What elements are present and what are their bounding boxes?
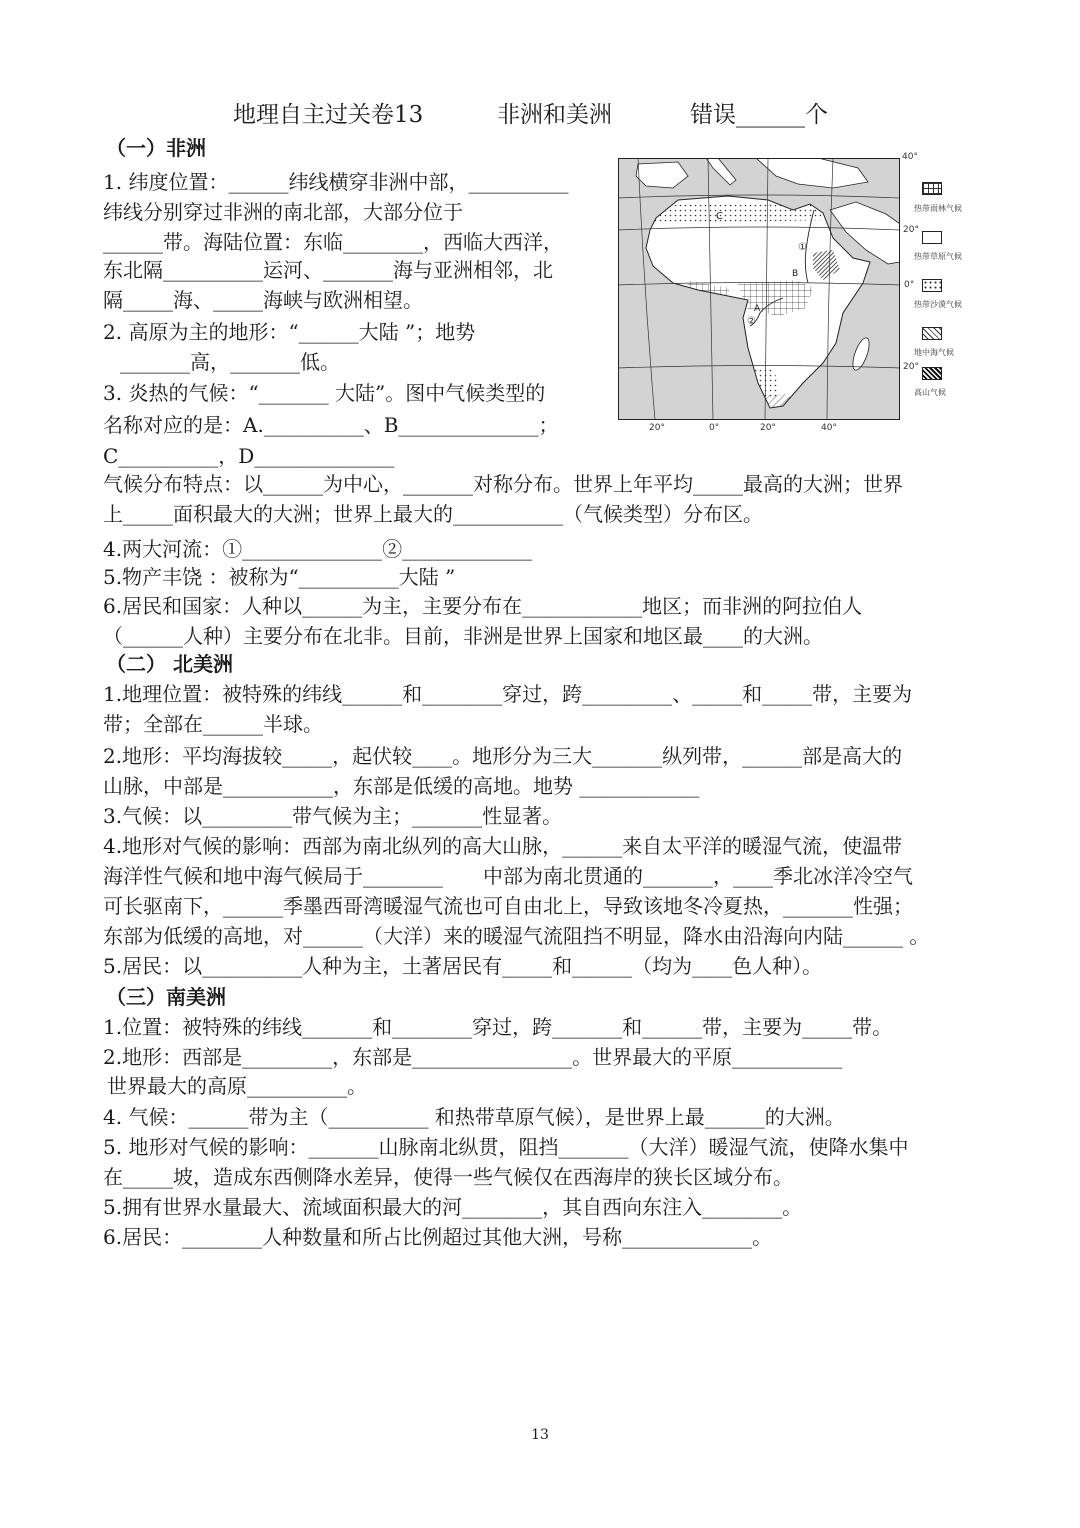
south-america-line: 世界最大的高原__________。 bbox=[107, 1074, 367, 1098]
north-america-line: 5.居民：以__________人种为主，土著居民有_____和______（均为____色人种）。 bbox=[103, 954, 823, 978]
legend-label: 热带草原气候 bbox=[914, 252, 962, 261]
africa-line: 4.两大河流：①______________②_____________ bbox=[103, 537, 533, 561]
africa-climate-map bbox=[618, 158, 900, 420]
south-america-line: 2.地形：西部是_________，东部是________________。世界最大的平原___________ bbox=[103, 1045, 843, 1069]
latitude-label: 20° bbox=[903, 225, 919, 235]
longitude-label: 0° bbox=[709, 423, 720, 433]
legend-label: 热带沙漠气候 bbox=[914, 300, 962, 309]
longitude-label: 40° bbox=[821, 423, 837, 433]
africa-line: 隔_____海、_____海峡与欧洲相望。 bbox=[103, 288, 423, 312]
latitude-label: 40° bbox=[902, 152, 918, 162]
south-america-line: 1.位置：被特殊的纬线_______和________穿过，跨_______和______带，主要为_____带。 bbox=[103, 1015, 893, 1039]
africa-line: 名称对应的是：A.__________、B______________； bbox=[103, 413, 559, 437]
africa-line: 1. 纬度位置：______纬线横穿非洲中部，__________ bbox=[103, 170, 569, 194]
legend-swatch-mediterranean bbox=[922, 327, 942, 340]
legend-label: 热带雨林气候 bbox=[914, 204, 962, 213]
africa-line: 东北隔__________运河、_______海与亚洲相邻，北 bbox=[103, 258, 553, 282]
africa-line: 3. 炎热的气候：“_______ 大陆”。图中气候类型的 bbox=[103, 381, 546, 405]
north-america-line: 3.气候：以_________带气候为主；_______性显著。 bbox=[103, 804, 563, 828]
longitude-label: 20° bbox=[760, 423, 776, 433]
north-america-line: 可长驱南下，______季墨西哥湾暖湿气流也可自由北上，导致该地冬冷夏热，_______性强； bbox=[103, 894, 913, 918]
africa-line: C__________，D______________ bbox=[103, 444, 395, 468]
section-south-america-heading: （三）南美洲 bbox=[106, 985, 226, 1009]
south-america-line: 在_____坡，造成东西侧降水差异，使得一些气候仅在西海岸的狭长区域分布。 bbox=[103, 1165, 793, 1189]
north-america-line: 4.地形对气候的影响：西部为南北纵列的高大山脉，______来自太平洋的暖湿气流，使温带 bbox=[103, 834, 903, 858]
north-america-line: 1.地理位置：被特殊的纬线______和________穿过，跨_________、_____和_____带，主要为 bbox=[103, 682, 913, 706]
map-label-river-2: ② bbox=[747, 316, 756, 327]
africa-line: 纬线分别穿过非洲的南北部，大部分位于 bbox=[103, 200, 463, 224]
page-number: 13 bbox=[531, 1427, 549, 1443]
map-label-a: A bbox=[754, 304, 761, 314]
latitude-label: 0° bbox=[904, 280, 915, 290]
north-america-line: 2.地形：平均海拔较_____，起伏较____。地形分为三大_______纵列带，______部是高大的 bbox=[103, 744, 903, 768]
south-america-line: 6.居民：________人种数量和所占比例超过其他大洲，号称_____________。 bbox=[103, 1225, 773, 1249]
legend-swatch-highland bbox=[922, 367, 942, 380]
north-america-line: 海洋性气候和地中海气候局于________ 中部为南北贯通的_______，____季北冰洋冷空气 bbox=[103, 864, 913, 888]
north-america-line: 东部为低缓的高地，对______（大洋）来的暖湿气流阻挡不明显，降水由沿海向内陆______ 。 bbox=[103, 924, 930, 948]
legend-label: 高山气候 bbox=[914, 388, 946, 397]
longitude-label: 20° bbox=[649, 423, 665, 433]
africa-line: 气候分布特点：以______为中心，_______对称分布。世界上年平均_____最高的大洲；世界 bbox=[103, 472, 903, 496]
map-label-b: B bbox=[792, 269, 799, 279]
map-label-river-1: ① bbox=[798, 242, 807, 253]
south-america-line: 4. 气候：______带为主（__________ 和热带草原气候），是世界上最______的大洲。 bbox=[103, 1105, 845, 1129]
africa-line: 6.居民和国家：人种以______为主，主要分布在____________地区；而非洲的阿拉伯人 bbox=[103, 594, 863, 618]
map-label-c: C bbox=[716, 211, 723, 222]
africa-line: 5.物产丰饶 ：被称为“__________大陆 ” bbox=[103, 565, 456, 589]
north-america-line: 带；全部在______半球。 bbox=[103, 712, 323, 736]
worksheet-title: 地理自主过关卷13 bbox=[233, 102, 424, 128]
worksheet-topic: 非洲和美洲 bbox=[497, 102, 612, 128]
latitude-label: 20° bbox=[903, 362, 919, 372]
legend-swatch-savanna bbox=[922, 231, 942, 244]
section-africa-heading: （一）非洲 bbox=[106, 136, 206, 160]
africa-line: 2. 高原为主的地形：“______大陆 ”；地势 bbox=[103, 320, 476, 344]
africa-line: _______高，_______低。 bbox=[120, 350, 340, 374]
africa-line: 上_____面积最大的大洲；世界上最大的___________（气候类型）分布区。 bbox=[103, 502, 763, 526]
africa-line: ______带。海陆位置：东临________，西临大西洋， bbox=[103, 230, 563, 254]
legend-label: 地中海气候 bbox=[914, 348, 954, 357]
section-north-america-heading: （二） 北美洲 bbox=[106, 652, 233, 676]
error-count-blank: 错误______个 bbox=[690, 102, 828, 128]
africa-line: （______人种）主要分布在北非。目前，非洲是世界上国家和地区最____的大洲。 bbox=[103, 624, 823, 648]
north-america-line: 山脉，中部是___________，东部是低缓的高地。地势 ____________ bbox=[103, 774, 700, 798]
south-america-line: 5.拥有世界水量最大、流域面积最大的河________，其自西向东注入________。 bbox=[103, 1195, 803, 1219]
legend-swatch-rainforest bbox=[922, 182, 942, 195]
south-america-line: 5. 地形对气候的影响：_______山脉南北纵贯，阻挡_______（大洋）暖湿气流，使降水集中 bbox=[103, 1135, 909, 1159]
legend-swatch-desert bbox=[922, 279, 942, 292]
